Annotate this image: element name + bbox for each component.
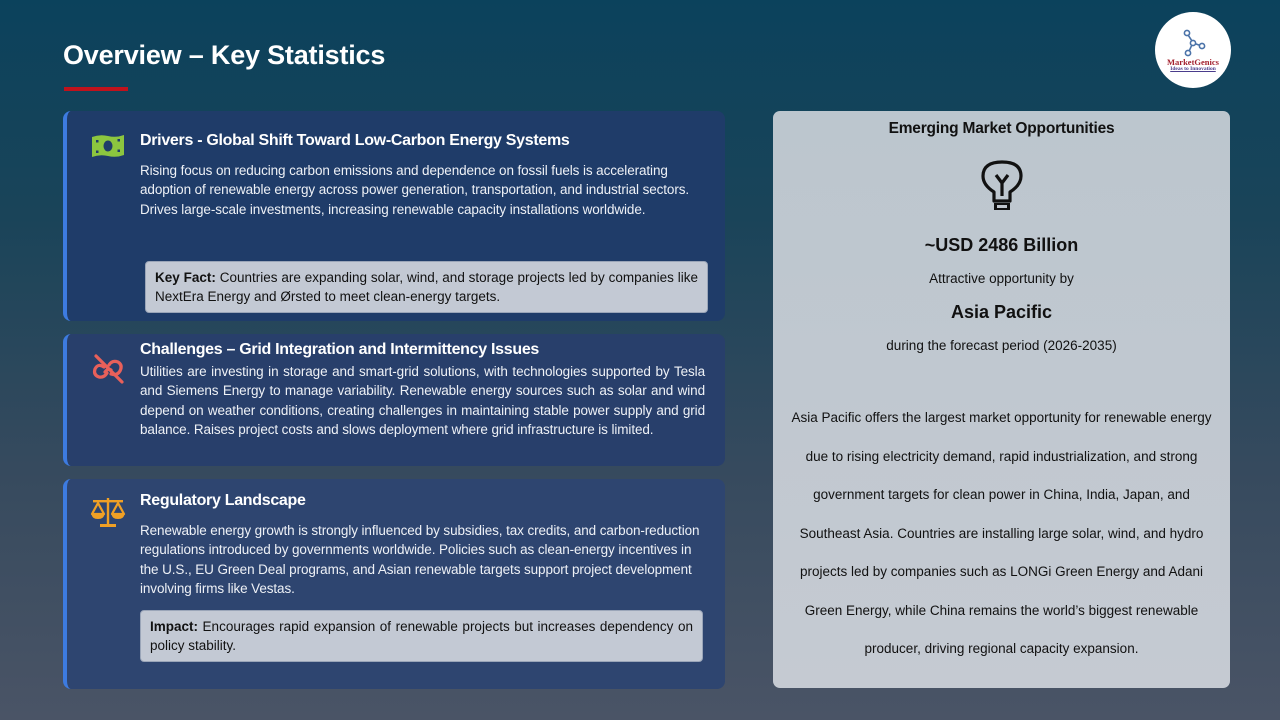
opportunity-subtitle: Attractive opportunity by <box>929 271 1074 286</box>
molecule-logo-icon <box>1180 29 1206 57</box>
broken-link-icon <box>89 352 127 386</box>
logo <box>1155 12 1231 88</box>
opportunity-panel <box>773 111 1230 688</box>
regulatory-title: Regulatory Landscape <box>140 492 306 509</box>
drivers-body: Rising focus on reducing carbon emissions and dependence on fossil fuels is accelerating adoption of renewable energy across power generation, transportation, and industrial sectors. Drives large-scale investments, increasing renewable capacity installations worldwide. <box>140 163 690 217</box>
impact-label: Impact: <box>150 619 199 634</box>
key-fact-label: Key Fact: <box>155 270 216 285</box>
impact-box <box>140 610 703 662</box>
challenges-body: Utilities are investing in storage and smart-grid solutions, with technologies supported by Tesla and Siemens Energy to manage variability. Renewable energy sources such as solar and wind depend on weather conditions, creating challenges in maintaining stable power supply and grid balance. Raises project costs and slows deployment where grid infrastructure is limited. <box>140 364 705 437</box>
opportunity-title: Emerging Market Opportunities <box>888 120 1115 137</box>
opportunity-description: Asia Pacific offers the largest market opportunity for renewable energy due to rising electricity demand, rapid industrialization, and strong government targets for clean power in China, India, Japan, and Southeast Asia. Countries are installing large solar, wind, and hydro projects led by companies such as LONGi Green Energy and Adani Green Energy, while China remains the world’s biggest renewable producer, driving regional capacity expansion. <box>791 410 1212 656</box>
money-bill-icon <box>89 129 127 163</box>
challenges-title: Challenges – Grid Integration and Intermittency Issues <box>140 341 540 358</box>
balance-scale-icon <box>89 496 127 530</box>
opportunity-region: Asia Pacific <box>950 302 1053 322</box>
logo-tagline: Ideas to Innovation <box>1170 66 1216 73</box>
page-title: Overview – Key Statistics <box>63 40 386 70</box>
lightbulb-icon <box>773 159 1230 213</box>
drivers-title: Drivers - Global Shift Toward Low-Carbon Energy Systems <box>140 132 570 149</box>
challenges-card <box>63 334 725 466</box>
key-fact-text: Countries are expanding solar, wind, and storage projects led by companies like NextEra Energy and Ørsted to meet clean-energy targets. <box>155 270 698 304</box>
market-value: ~USD 2486 Billion <box>924 235 1079 255</box>
impact-text: Encourages rapid expansion of renewable projects but increases dependency on policy stability. <box>150 619 693 653</box>
key-fact-box <box>145 261 708 313</box>
title-underline <box>64 87 128 91</box>
regulatory-card <box>63 479 725 689</box>
forecast-period: during the forecast period (2026-2035) <box>886 338 1117 353</box>
drivers-card <box>63 111 725 321</box>
logo-name: MarketGenics <box>1167 56 1219 67</box>
regulatory-body: Renewable energy growth is strongly influenced by subsidies, tax credits, and carbon-reduction regulations introduced by governments worldwide. Policies such as clean-energy incentives in the U.S., EU Green Deal programs, and Asian renewable targets support project development involving firms like Vestas. <box>140 523 700 596</box>
